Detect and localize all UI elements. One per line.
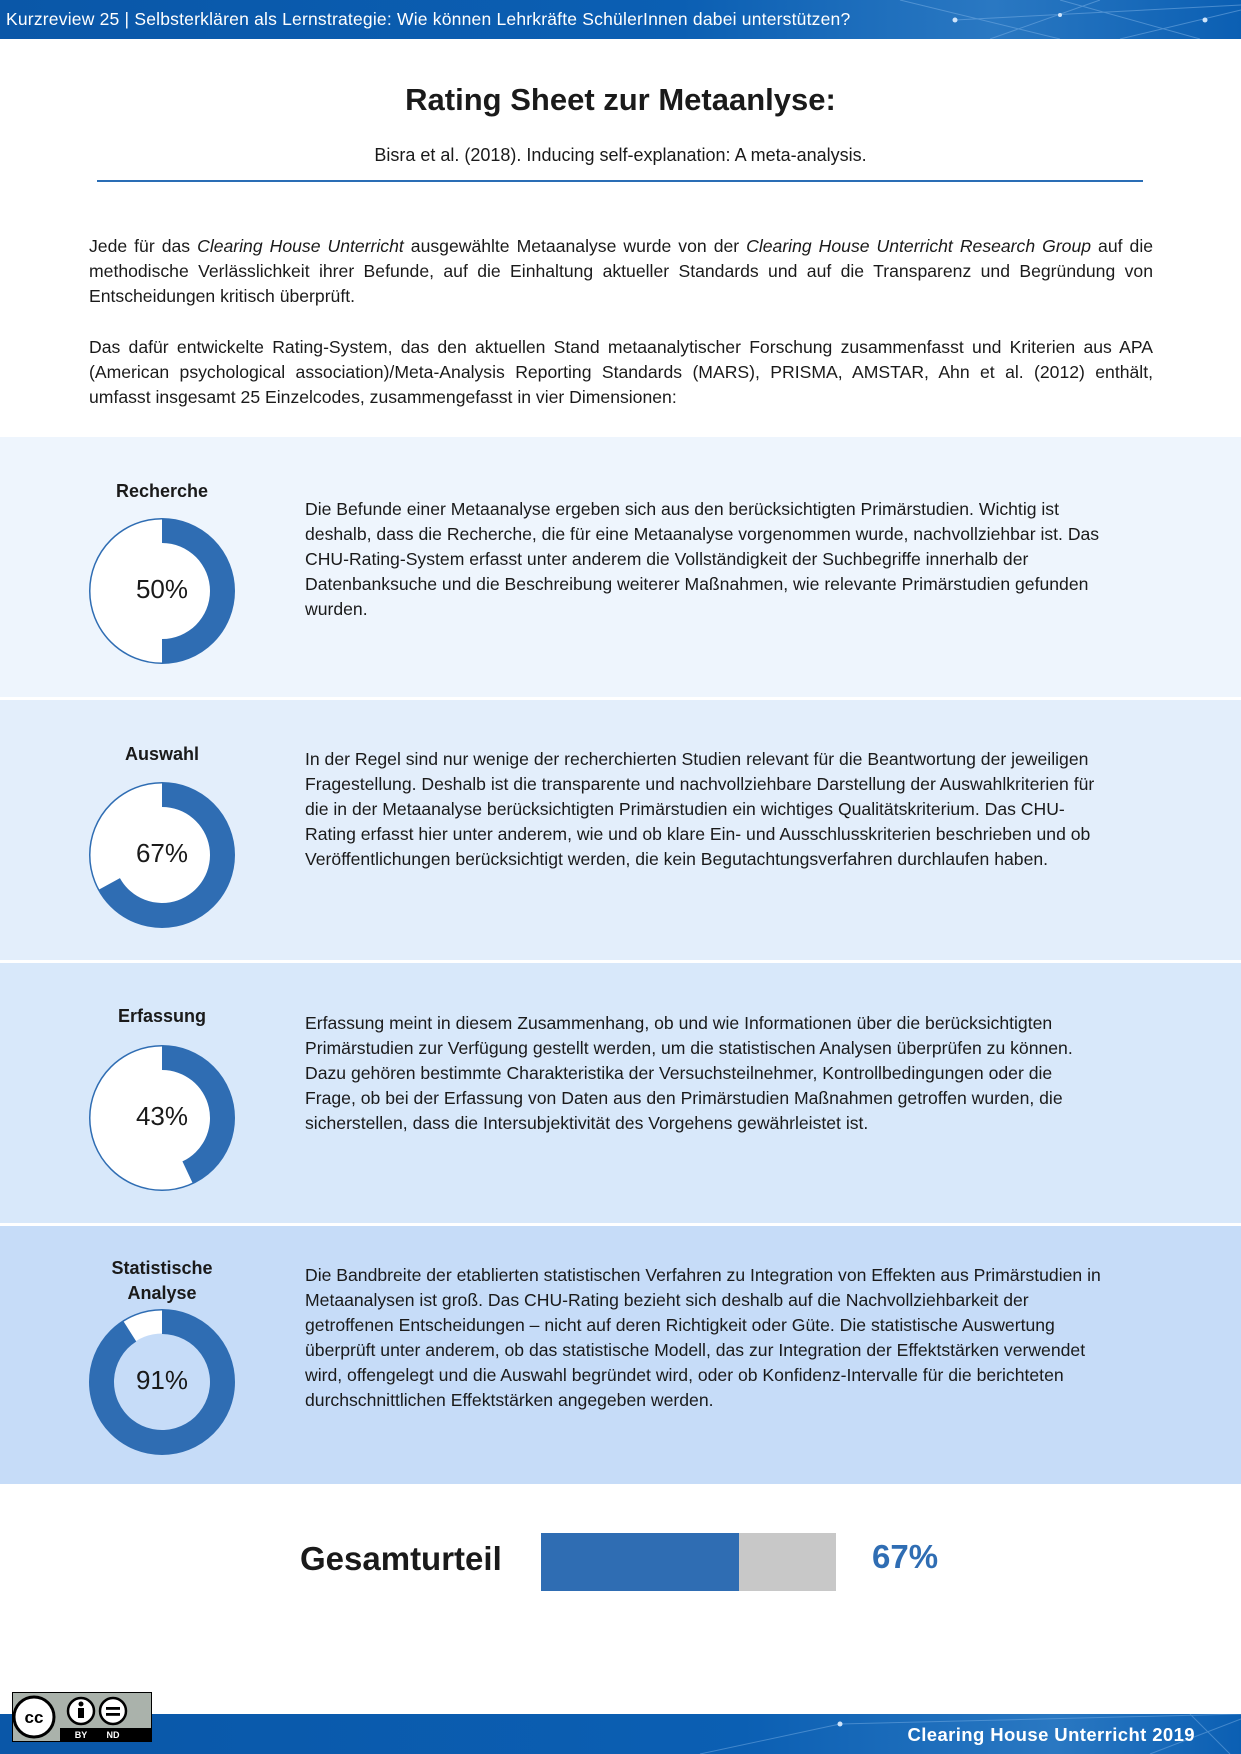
- dimension-description: In der Regel sind nur wenige der recherchierten Studien relevant für die Beantwortung der jeweiligen Fragestellung. Deshalb ist die transparente und nachvollziehbare Darstellung der Auswahlkriterien für die in der Metaanalyse berücksichtigten Primärstudien ein wichtiges Qualitätskriterium. Das CHU-Rating erfasst hier unter anderem, wie und ob klare Ein- und Ausschlusskriterien beschrieben und ob Veröffentlichungen berücksichtigt werden, die kein Begutachtungsverfahren durchlaufen haben.: [305, 749, 1095, 869]
- overall-label: Gesamturteil: [300, 1540, 502, 1577]
- title-divider: [97, 180, 1143, 182]
- dimension-label: Recherche: [115, 481, 209, 501]
- dimension-label: Statistische Analyse: [111, 1258, 213, 1303]
- donut-percent: 50%: [135, 574, 189, 604]
- overall-progress-bar: [541, 1533, 836, 1591]
- overall-progress-fill: [541, 1533, 739, 1591]
- donut-percent: 67%: [135, 838, 189, 868]
- equal-icon: [100, 1698, 126, 1724]
- dimension-description: Erfassung meint in diesem Zusammenhang, ob und wie Informationen über die berücksichtigten Primärstudien zur Verfügung gestellt werden, um die statistischen Analysen überprüfen zu können. Dazu gehören bestimmte Charakteristika der Versuchsteilnehmer, Kontrollbedingungen oder die Frage, ob bei der Erfassung von Daten aus den Primärstudien Maßnahmen getroffen wurden, die sicherstellen, dass die Intersubjektivität des Vorgehens gewährleistet ist.: [305, 1013, 1073, 1133]
- overall-percent: 67%: [872, 1538, 939, 1575]
- intro-paragraph-1: Jede für das Clearing House Unterricht ausgewählte Metaanalyse wurde von der Clearing House Unterricht Research Group auf die methodische Verlässlichkeit ihrer Befunde, auf die Einhaltung aktueller Standards und auf die Transparenz und Begründung von Entscheidungen kritisch überprüft.: [89, 236, 1154, 306]
- footer-bar: [0, 1714, 1241, 1754]
- by-label: BY: [74, 1730, 88, 1740]
- dimension-description: Die Befunde einer Metaanalyse ergeben sich aus den berücksichtigten Primärstudien. Wichtig ist deshalb, dass die Recherche, die für eine Metaanalyse vorgenommen wurde, nachvollziehbar ist. Das CHU-Rating-System erfasst unter anderem die Vollständigkeit der Suchbegriffe innerhalb der Datenbanksuche und die Beschreibung weiterer Maßnahmen, wie relevante Primärstudien gefunden wurden.: [305, 499, 1100, 619]
- intro-paragraph-2: Das dafür entwickelte Rating-System, das den aktuellen Stand metaanalytischer Forschung zusammenfasst und Kriterien aus APA (American psychological association)/Meta-Analysis Reporting Standards (MARS), PRISMA, AMSTAR, Ahn et al. (2012) enthält, umfasst insgesamt 25 Einzelcodes, zusammengefasst in vier Dimensionen:: [89, 337, 1153, 407]
- cc-license-badge[interactable]: [12, 1692, 152, 1742]
- footer-text: Clearing House Unterricht 2019: [907, 1724, 1195, 1745]
- dimension-label: Auswahl: [124, 744, 199, 764]
- header-bar: [0, 0, 1241, 39]
- dimension-description: Die Bandbreite der etablierten statistischen Verfahren zu Integration von Effekten aus Primärstudien in Metaanalysen ist groß. Das CHU-Rating bezieht sich deshalb auf die Nachvollziehbarkeit der getroffenen Entscheidungen – nicht auf deren Richtigkeit oder Güte. Die statistische Auswertung überprüft unter anderem, ob das statistische Modell, das zur Integration der Effektstärken verwendet wird, offengelegt und die Auswahl begründet wird, oder ob Konfidenz-Intervalle für die berichteten durchschnittlichen Effektstärken angegeben werden.: [305, 1265, 1101, 1410]
- header-title: Kurzreview 25 | Selbsterklären als Lernstrategie: Wie können Lehrkräfte SchülerInnen dabei unterstützen?: [6, 9, 851, 29]
- donut-percent: 91%: [135, 1365, 189, 1395]
- cc-icon-text: cc: [24, 1708, 44, 1727]
- nd-label: ND: [106, 1730, 120, 1740]
- citation: Bisra et al. (2018). Inducing self-explanation: A meta-analysis.: [374, 145, 867, 165]
- page-title: Rating Sheet zur Metaanlyse:: [405, 82, 836, 117]
- donut-percent: 43%: [135, 1101, 189, 1131]
- dimension-label: Erfassung: [117, 1006, 207, 1026]
